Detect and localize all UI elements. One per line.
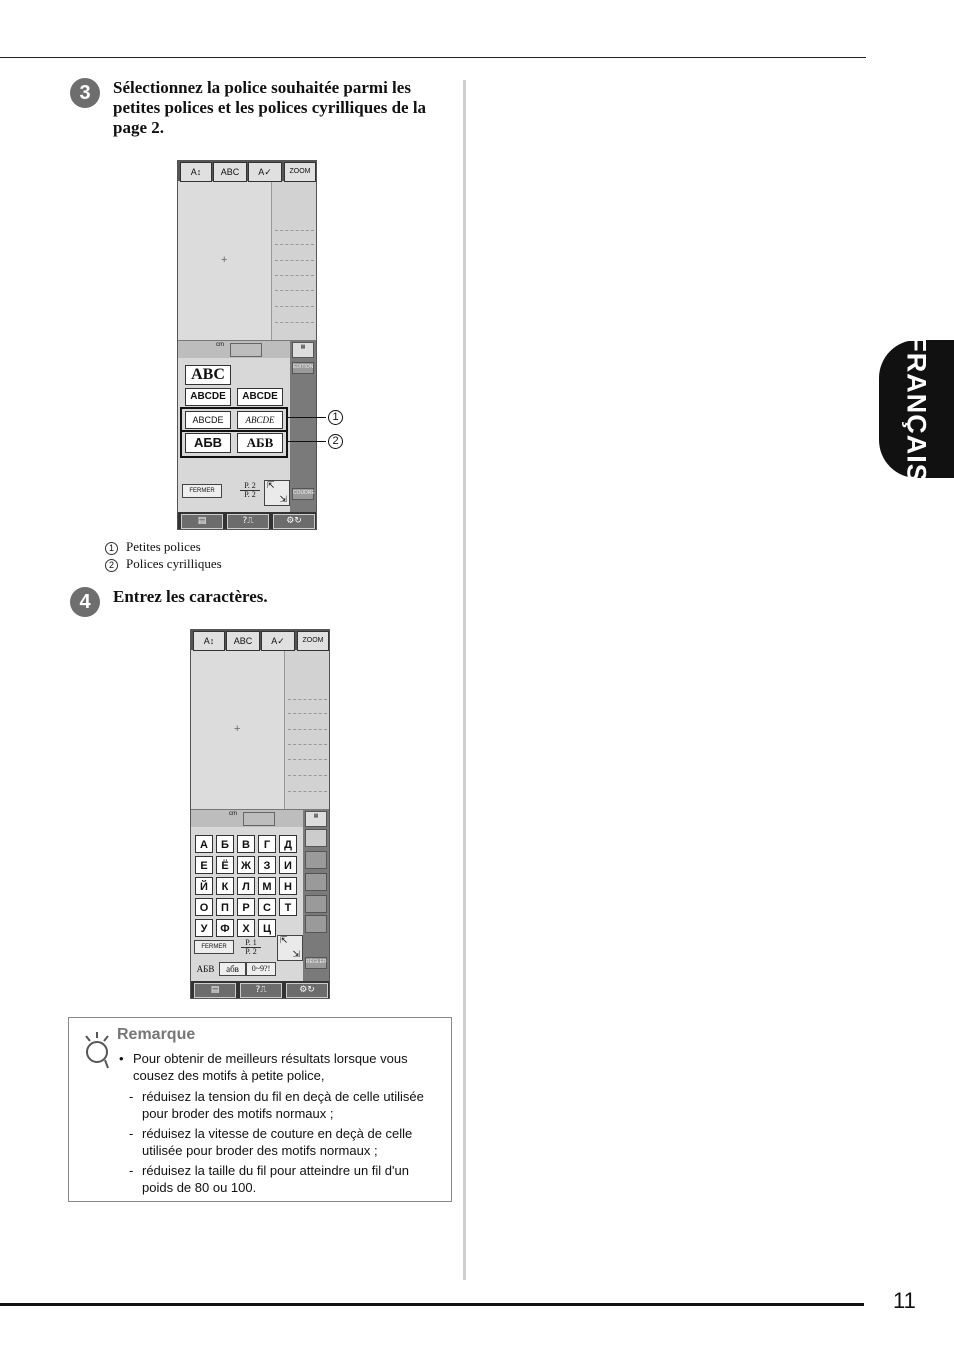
dash: -	[129, 1126, 134, 1141]
step-4-text: Entrez les caractères.	[113, 587, 268, 606]
spacing-icon[interactable]: A✓	[248, 162, 282, 182]
screen-top-bar	[178, 161, 316, 181]
callout-2: 2	[328, 434, 343, 449]
sew-button[interactable]: COUDRE	[292, 488, 314, 500]
small-fonts-highlight	[180, 407, 288, 432]
right-side-panel	[303, 809, 329, 981]
top-rule	[0, 57, 866, 58]
key[interactable]: У	[195, 919, 213, 937]
zoom-icon[interactable]: ZOOM	[297, 631, 329, 651]
unit-label: cm	[229, 811, 237, 817]
key[interactable]: З	[258, 856, 276, 874]
remarque-box	[68, 1017, 452, 1202]
edit-button[interactable]: ÉDITION	[292, 362, 314, 374]
pattern-info-panel	[284, 651, 330, 809]
pattern-list-icon[interactable]: ▤	[194, 983, 236, 998]
language-tab-label: FRANÇAIS	[901, 335, 932, 483]
text-size-icon[interactable]: A↕	[193, 631, 225, 651]
arrow-down-right-icon: ⇲	[279, 495, 287, 505]
key[interactable]: П	[216, 898, 234, 916]
screen-bottom-bar	[191, 981, 329, 998]
delete-char-icon[interactable]	[305, 915, 327, 933]
font-block-bold[interactable]: ABCDE	[237, 388, 283, 406]
screen-font-selection	[177, 160, 317, 530]
caption-num: 1	[105, 542, 118, 555]
key[interactable]: Л	[237, 877, 255, 895]
page-current: P. 2	[244, 481, 256, 490]
font-cyrillic-1[interactable]: АБВ	[185, 433, 231, 453]
key[interactable]: И	[279, 856, 297, 874]
embroidery-canvas	[178, 182, 271, 340]
font-selection-area	[178, 358, 290, 512]
font-small-1[interactable]: ABCDE	[185, 411, 231, 429]
edit-curve-icon[interactable]	[305, 829, 327, 847]
key[interactable]: Г	[258, 835, 276, 853]
zoom-icon[interactable]: ZOOM	[284, 162, 316, 182]
key[interactable]: Ф	[216, 919, 234, 937]
arrow-down-right-icon: ⇲	[292, 950, 300, 960]
key[interactable]: Б	[216, 835, 234, 853]
center-mark-icon: +	[234, 723, 241, 735]
key[interactable]: Ц	[258, 919, 276, 937]
key[interactable]: Ё	[216, 856, 234, 874]
caption-small-fonts	[105, 538, 201, 555]
page-indicator	[241, 939, 261, 956]
screen-cyrillic-input	[190, 629, 330, 999]
pattern-info-panel	[271, 182, 317, 340]
key[interactable]: С	[258, 898, 276, 916]
embroidery-canvas	[191, 651, 284, 809]
screen-bottom-bar	[178, 512, 316, 529]
callout-line-1	[286, 417, 326, 418]
caption-text: Polices cyrilliques	[126, 556, 222, 571]
remarque-item: réduisez la tension du fil en deçà de celle utilisée pour broder des motifs normaux ;	[142, 1089, 424, 1121]
arrow-up-left-icon: ⇱	[267, 481, 275, 491]
help-sewing-icon[interactable]: ?⎍	[227, 514, 269, 529]
thread-icon	[230, 343, 262, 357]
key[interactable]: А	[195, 835, 213, 853]
pattern-list-icon[interactable]: ▤	[181, 514, 223, 529]
tab-lowercase[interactable]: абв	[219, 962, 246, 976]
dash: -	[129, 1163, 134, 1178]
font-gothic[interactable]: ABC	[185, 365, 231, 385]
key[interactable]: Р	[237, 898, 255, 916]
lightbulb-icon	[81, 1030, 111, 1072]
key[interactable]: Т	[279, 898, 297, 916]
page-number: 11	[893, 1288, 916, 1313]
bottom-rule	[0, 1303, 864, 1306]
key[interactable]: Й	[195, 877, 213, 895]
center-mark-icon: +	[221, 254, 228, 266]
language-tab	[879, 335, 954, 483]
array-icon[interactable]	[305, 851, 327, 869]
spacing-adjust-icon[interactable]	[305, 895, 327, 913]
bullet-dot: •	[119, 1051, 124, 1066]
step-3-number: 3	[70, 78, 100, 108]
step-3-text: Sélectionnez la police souhaitée parmi les petites polices et les polices cyrilliques de la page 2.	[113, 78, 427, 137]
page-total: P. 2	[241, 947, 261, 956]
close-button[interactable]: FERMER	[194, 940, 234, 954]
key[interactable]: Д	[279, 835, 297, 853]
caption-num: 2	[105, 559, 118, 572]
text-size-icon[interactable]: A↕	[180, 162, 212, 182]
abc-pattern-icon[interactable]: ABC	[213, 162, 247, 182]
key[interactable]: В	[237, 835, 255, 853]
set-button[interactable]: RÉGLER	[305, 957, 327, 969]
embroidery-frame-icon[interactable]: ▦	[292, 342, 314, 358]
dash: -	[129, 1089, 134, 1104]
unit-label: cm	[216, 342, 224, 348]
page-current: P. 1	[245, 938, 257, 947]
callout-1: 1	[328, 410, 343, 425]
page-total: P. 2	[240, 490, 260, 499]
settings-reset-icon[interactable]: ⚙↻	[286, 983, 328, 998]
callout-line-2	[286, 441, 326, 442]
remarque-title: Remarque	[117, 1026, 196, 1043]
key[interactable]: Е	[195, 856, 213, 874]
remarque-item: réduisez la taille du fil pour atteindre un fil d'un poids de 80 ou 100.	[142, 1163, 409, 1195]
step-4-number: 4	[70, 587, 100, 617]
cyrillic-fonts-highlight	[180, 430, 288, 458]
remarque-bullet: Pour obtenir de meilleurs résultats lorsque vous cousez des motifs à petite police,	[133, 1051, 408, 1083]
font-small-2[interactable]: ABCDE	[237, 411, 283, 429]
thread-icon	[243, 812, 275, 826]
key[interactable]: О	[195, 898, 213, 916]
key[interactable]: Ж	[237, 856, 255, 874]
key[interactable]: Х	[237, 919, 255, 937]
keyboard-area	[191, 827, 303, 981]
column-divider	[463, 80, 466, 1280]
remarque-item: réduisez la vitesse de couture en deçà de celle utilisée pour broder des motifs normaux ;	[142, 1126, 413, 1158]
caption-text: Petites polices	[126, 539, 201, 554]
page-turn-button[interactable]	[277, 935, 303, 961]
font-block[interactable]: ABCDE	[185, 388, 231, 406]
abc-pattern-icon[interactable]: ABC	[226, 631, 260, 651]
screen-top-bar	[191, 630, 329, 650]
key[interactable]: М	[258, 877, 276, 895]
mirror-icon[interactable]	[305, 873, 327, 891]
settings-reset-icon[interactable]: ⚙↻	[273, 514, 315, 529]
close-button[interactable]: FERMER	[182, 484, 222, 498]
cyrillic-keyboard	[195, 835, 297, 937]
right-side-panel	[290, 340, 316, 512]
embroidery-frame-icon[interactable]: ▦	[305, 811, 327, 827]
page-indicator	[240, 482, 260, 499]
tab-uppercase[interactable]: АБВ	[192, 962, 219, 976]
key[interactable]: К	[216, 877, 234, 895]
spacing-icon[interactable]: A✓	[261, 631, 295, 651]
key[interactable]: Н	[279, 877, 297, 895]
size-status-bar	[191, 809, 303, 828]
arrow-up-left-icon: ⇱	[280, 936, 288, 946]
size-status-bar	[178, 340, 290, 359]
tab-numbers-symbols[interactable]: 0~9?!	[246, 962, 276, 976]
page-turn-button[interactable]	[264, 480, 290, 506]
caption-cyrillic-fonts	[105, 555, 222, 572]
help-sewing-icon[interactable]: ?⎍	[240, 983, 282, 998]
font-cyrillic-2[interactable]: АБВ	[237, 433, 283, 453]
